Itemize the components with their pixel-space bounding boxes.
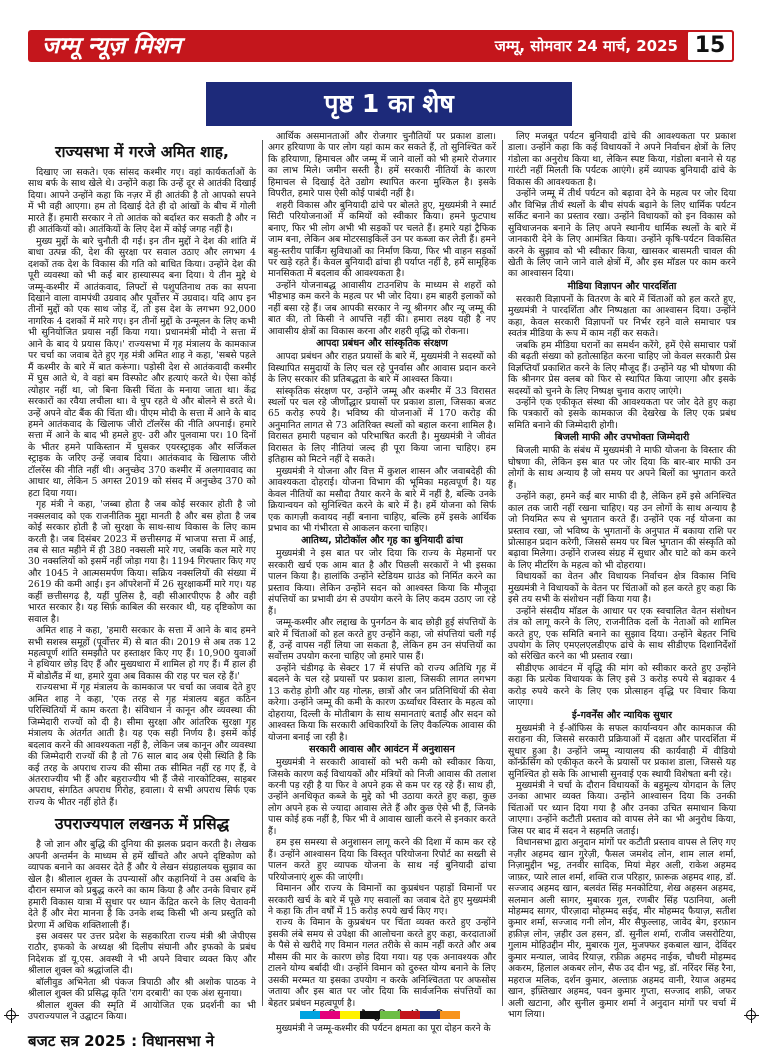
paragraph: उन्होंने चंडीगढ़ के सेक्टर 17 में संपत्ति को राज्य अतिथि गृह में बदलने के चल रहे प्रयासों पर प्रकाश डाला, जिसकी लागत लगभग 13 करोड़ होगी और यह गोल्फ़, छात्रों और जन प्रतिनिधियों की सेवा करेगा। उन्होंने जम्मू की कमी के कारण ऊर्ध्वाधर विस्तार के महत्व को दोहराया, दिल्ली के मोतीबाग के साथ समानताएं बताईं और सदन को आश्वस्त किया कि सरकारी अधिकारियों के लिए वैकल्पिक आवास की योजना बनाई जा रही है।	[268, 662, 496, 743]
paragraph: मुख्यमंत्री ने सरकारी आवासों को भरी कमी को स्वीकार किया, जिसके कारण कई विधायकों और मंत्रियों को निजी आवास की तलाश करनी पड़ रही है या फिर वे अपने हक से कम पर रह रहे हैं। साथ ही, उन्होंने अनधिकृत कब्जे के मुद्दे को भी उठाया करते हुए कहा, कुछ लोग अपने हक से ज्यादा आवास लेते हैं और कुछ ऐसे भी हैं, जिनके पास कोई हक नहीं है, फिर भी वे आवास खाली करने से इनकार करते हैं।	[268, 757, 496, 837]
color-swatch	[420, 1011, 440, 1019]
page-number: 15	[686, 30, 734, 62]
color-swatch	[400, 1011, 420, 1019]
paragraph: उन्होंने कहा, हमने कई बार माफी दी है, लेकिन हमें इसे अनिश्चित काल तक जारी नहीं रखना चाहिए। यह उन लोगों के साथ अन्याय है जो नियमित रूप से भुगतान करते हैं। उन्होंने एक नई योजना का प्रस्ताव रखा, जो भविष्य के भुगतानों के अनुपात में बकाया राशि पर प्रोत्साहन प्रदान करेगी, जिससे समय पर बिल भुगतान की संस्कृति को बढ़ावा मिलेगा। उन्होंने राजस्व संग्रह में सुधार और घाटे को कम करने के लिए मीटरिंग के महत्व को भी दोहराया।	[508, 491, 736, 571]
paragraph: राज्यसभा में गृह मंत्रालय के कामकाज पर चर्चा का जवाब देते हुए अमित शाह ने कहा, 'एक तरह से गृह मंत्रालय बहुत कठिन परिस्थितियों में काम करता है। संविधान ने कानून और व्यवस्था की जिम्मेदारी राज्यों को दी है। सीमा सुरक्षा और आंतरिक सुरक्षा गृह मंत्रालय के अंतर्गत आती है। यह एक सही निर्णय है। इसमें कोई बदलाव करने की आवश्यकता नहीं है, लेकिन जब कानून और व्यवस्था की जिम्मेदारी राज्यों की है तो 76 साल बाद अब ऐसी स्थिति है कि कई तरह के अपराध राज्य की सीमा तक सीमित नहीं रह गए हैं, वे अंतरराज्यीय भी हैं और बहुराज्यीय भी हैं जैसे नारकोटिक्स, साइबर अपराध, संगठित अपराध गिरोह, हवाला। ये सभी अपराध सिर्फ एक राज्य के भीतर नहीं होते हैं।	[28, 682, 256, 808]
dateline: जम्मू, सोमवार 24 मार्च, 2025	[494, 37, 678, 55]
paragraph: विमानन और राज्य के विमानों का कुप्रबंधन पहाड़ों विमानों पर सरकारी खर्च के बारे में पूछे गए सवालों का जवाब देते हुए मुख्यमंत्री ने कहा कि तीन वर्षों में 15 करोड़ रुपये खर्च किए गए।	[268, 883, 496, 917]
paragraph: लिए मजबूत पर्यटन बुनियादी ढांचे की आवश्यकता पर प्रकाश डाला। उन्होंने कहा कि कई विधायकों ने अपने निर्वाचन क्षेत्रों के लिए गंडोला का अनुरोध किया था, लेकिन स्पष्ट किया, गंडोला बनाने से यह गारंटी नहीं मिलती कि पर्यटक आएंगे। हमें व्यापक बुनियादी ढांचे के विकास की आवश्यकता है।	[508, 131, 736, 188]
color-swatch	[360, 1011, 380, 1019]
story-body-1	[28, 167, 256, 808]
paragraph: शहरी विकास और बुनियादी ढांचे पर बोलते हुए, मुख्यमंत्री ने स्मार्ट सिटी परियोजनाओं में कमियों को स्वीकार किया। हमने फुटपाथ बनाए, फिर भी लोग अभी भी सड़कों पर चलते हैं। हमारे यहां ट्रैफिक जाम बना, लेकिन अब मोटरसाइकिलें उन पर कब्जा कर लेती हैं। हमने बहु-स्तरीय पार्किंग सुविधाओं का निर्माण किया, फिर भी वाहन सड़कों पर खड़े रहते हैं। केवल बुनियादी ढांचा ही पर्याप्त नहीं है, हमें सामूहिक मानसिकता में बदलाव की आवश्यकता है।	[268, 199, 496, 280]
printer-marks	[0, 1008, 762, 1024]
paragraph: मुख्यमंत्री ने योजना और वित्त में कुशल शासन और जवाबदेही की आवश्यकता दोहराई। योजना विभाग की भूमिका महत्वपूर्ण है। यह केवल नीतियों का मसौदा तैयार करने के बारे में नहीं है, बल्कि उनके क्रियान्वयन को सुनिश्चित करने के बारे में है। हमें योजना को सिर्फ एक कागज़ी कवायद नहीं बनाना चाहिए, बल्कि हमें इसके आर्थिक प्रभाव का भी गंभीरता से आकलन करना चाहिए।	[268, 465, 496, 534]
color-swatch	[300, 1011, 320, 1019]
paragraph: जबकि हम मीडिया घरानों का समर्थन करेंगे, हमें ऐसे समाचार पत्रों की बढ़ती संख्या को हतोत्साहित करना चाहिए जो केवल सरकारी प्रेस विज्ञप्तियाँ प्रकाशित करने के लिए मौजूद हैं। उन्होंने यह भी घोषणा की कि श्रीनगर प्रेस क्लब को फिर से स्थापित किया जाएगा और इसके सदस्यों को चुनने के लिए निष्पक्ष चुनाव कराए जाएंगे।	[508, 339, 736, 397]
color-swatch	[440, 1011, 460, 1019]
masthead	[28, 30, 734, 62]
registration-mark-icon	[746, 1010, 756, 1020]
paragraph: उन्होंने संसदीय मॉडल के आधार पर एक स्वचालित वेतन संशोधन तंत्र को लागू करने के लिए, राजनीतिक दलों के नेताओं को शामिल करते हुए, एक समिति बनाने का सुझाव दिया। उन्होंने बेहतर निधि उपयोग के लिए एमएलएलडीएफ ढांचे के साथ सीडीएफ दिशानिर्देशों को संरेखित करने का भी प्रस्ताव रखा।	[508, 605, 736, 663]
registration-mark-icon	[6, 1010, 16, 1020]
section-banner	[206, 82, 572, 126]
paragraph: सरकारी विज्ञापनों के वितरण के बारे में चिंताओं को हल करते हुए, मुख्यमंत्री ने पारदर्शिता और निष्पक्षता का आश्वासन दिया। उन्होंने कहा, केवल सरकारी विज्ञापनों पर निर्भर रहने वाले समाचार पत्र स्वतंत्र मीडिया के रूप में काम नहीं कर सकते।	[508, 293, 736, 340]
paragraph: मुख्य मुद्दों के बारे चुनौती दी गई। इन तीन मुद्दों ने देश की शांति में बाधा उत्पन्न की, देश की सुरक्षा पर सवाल उठाए और लगभग 4 दशकों तक देश के विकास की गति को बाधित किया। उन्होंने देश की पूरी व्यवस्था को भी कई बार हास्यास्पद बना दिया। ये तीन मुद्दे थे जम्मू-कश्मीर में आतंकवाद, लिफ्टों से पशुपतिनाथ तक का सपना दिखाने वाला वामपंथी उग्रवाद और पूर्वोत्तर में उग्रवाद। यदि आप इन तीनों मुद्दों को एक साथ जोड़ दें, तो इस देश के लगभग 92,000 नागरिक 4 दशकों में मारे गए। इन तीनों मुद्दों के उन्मूलन के लिए कभी भी सुनियोजित प्रयास नहीं किया गया। प्रधानमंत्री मोदी ने सत्ता में आने के बाद ये प्रयास किए।' राज्यसभा में गृह मंत्रालय के कामकाज पर चर्चा का जवाब देते हुए गृह मंत्री अमित शाह ने कहा, 'सबसे पहले मैं कश्मीर के बारे में बात करूंगा। पड़ोसी देश से आतंकवादी कश्मीर में घुस आते थे, वे वहां बम विस्फोट और हत्याएं करते थे। ऐसा कोई त्योहार नहीं था, जो बिना किसी चिंता के मनाया जाता था। केंद्र सरकारों का रवैया लचीला था। वे चुप रहते थे और बोलने से डरते थे। उन्हें अपने वोट बैंक की चिंता थी। पीएम मोदी के सत्ता में आने के बाद हमने आतंकवाद के खिलाफ जीरो टॉलरेंस की नीति अपनाई। हमारे सत्ता में आने के बाद भी हमले हुए- उरी और पुलवामा पर। 10 दिनों के भीतर हमने पाकिस्तान में घुसकर एयरस्ट्राइक और सर्जिकल स्ट्राइक के जरिए उन्हें जवाब दिया। आतंकवाद के खिलाफ जीरो टॉलरेंस की नीति नहीं थी। अनुच्छेद 370 कश्मीर में अलगाववाद का आधार था, लेकिन 5 अगस्त 2019 को संसद में अनुच्छेद 370 को हटा दिया गया।	[28, 235, 256, 499]
column-1	[28, 140, 256, 1050]
paragraph: श्रीलाल शुक्ल की स्मृति में आयोजित एक प्रदर्शनी का भी उपराज्यपाल ने उद्घाटन किया।	[28, 999, 256, 1023]
paragraph: अमित शाह ने कहा, 'हमारी सरकार के सत्ता में आने के बाद हमने सभी सशस्त्र समूहों (पूर्वोत्तर में) से बात की। 2019 से अब तक 12 महत्वपूर्ण शांति समझौते पर हस्ताक्षर किए गए हैं। 10,900 युवाओं ने हथियार छोड़ दिए हैं और मुख्यधारा में शामिल हो गए हैं। मैं हाल ही में बोडोलैंड में था, हमारे युवा अब विकास की राह पर चल रहे हैं।'	[28, 625, 256, 682]
subheading: बिजली माफी और उपभोक्ता जिम्मेदारी	[554, 432, 690, 444]
paragraph: मुख्यमंत्री ने जम्मू-कश्मीर की पर्यटन क्षमता का पूरा दोहन करने के	[276, 1023, 491, 1035]
paper-name: जम्मू न्यूज़ मिशन	[42, 33, 182, 59]
paragraph: हम इस समस्या से अनुशासन लागू करने की दिशा में काम कर रहे हैं। उन्होंने आश्वासन दिया कि विस्तृत परियोजना रिपोर्ट का सख्ती से पालन करते हुए व्यापक योजना के साथ नई बुनियादी ढांचा परियोजनाएं शुरू की जाएंगी।	[268, 837, 496, 883]
headline-amit-shah: राज्यसभा में गरजे अमित शाह,	[55, 143, 229, 161]
column-divider	[262, 140, 263, 1006]
paragraph: सीडीएफ आवंटन में वृद्धि की मांग को स्वीकार करते हुए उन्होंने कहा कि प्रत्येक विधायक के लिए इसे 3 करोड़ रुपये से बढ़ाकर 4 करोड़ रुपये करने के लिए एक प्रोत्साहन वृद्धि पर विचार किया जाएगा।	[508, 662, 736, 709]
paragraph: बिजली माफी के संबंध में मुख्यमंत्री ने माफी योजना के विस्तार की घोषणा की, लेकिन इस बात पर जोर दिया कि बार-बार माफी उन लोगों के साथ अन्याय है जो समय पर अपने बिलों का भुगतान करते हैं।	[508, 445, 736, 491]
subheading: मीडिया विज्ञापन और पारदर्शिता	[567, 280, 677, 292]
paragraph: राज्य के विमान के कुप्रबंधन पर चिंता व्यक्त करते हुए उन्होंने इसकी लंबे समय से उपेक्षा की आलोचना करते हुए कहा, करदाताओं के पैसे से खरीदे गए विमान गलत तरीके से काम नहीं करते और अब मौसम की मार के कारण छोड़ दिया गया। यह एक अनावश्यक और टालने योग्य बर्बादी थी। उन्होंने विमान को दुरुस्त योग्य बनाने के लिए उसकी मरम्मत या इसका उपयोग न करके अनिश्चितता पर अफसोस जताया और इस बात पर जोर दिया कि सार्वजनिक संपत्तियों का बेहतर प्रबंधन महत्वपूर्ण है।	[268, 917, 496, 1009]
subheading: ई-गवर्नेंस और न्यायिक सुधार	[571, 709, 673, 721]
subheading: सरकारी आवास और आवंटन में अनुशासन	[309, 744, 455, 756]
headline-lucknow: उपराज्यपाल लखनऊ में प्रसिद्ध	[55, 815, 229, 834]
paragraph: आपदा प्रबंधन और राहत प्रयासों के बारे में, मुख्यमंत्री ने सदस्यों को विस्थापित समुदायों के लिए चल रहे पुनर्वास और आवास प्रदान करने के लिए सरकार की प्रतिबद्धता के बारे में आश्वस्त किया।	[268, 351, 496, 386]
story-body-2	[28, 839, 256, 1022]
section-title: पृष्ठ 1 का शेष	[324, 89, 454, 118]
paragraph: उन्होंने जम्मू में तीर्थ पर्यटन को बढ़ावा देने के महत्व पर जोर दिया और विभिन्न तीर्थ स्थलों के बीच संपर्क बढ़ाने के लिए धार्मिक पर्यटन सर्किट बनाने का प्रस्ताव रखा। उन्होंने विधायकों को इन विकास को सुविधाजनक बनाने के लिए अपने स्थानीय धार्मिक स्थलों के बारे में जानकारी देने के लिए आमंत्रित किया। उन्होंने कृषि-पर्यटन विकसित करने के सुझाव को भी स्वीकार किया, खासकर बासमती चावल की खेती के लिए जाने जाने वाले क्षेत्रों में, और इस मॉडल पर काम करने का आश्वासन दिया।	[508, 188, 736, 280]
color-calibration-strip	[300, 1011, 460, 1019]
column-2	[268, 131, 496, 1035]
paragraph: जम्मू-कश्मीर और लद्दाख के पुनर्गठन के बाद छोड़ी हुई संपत्तियों के बारे में चिंताओं को हल करते हुए उन्होंने कहा, जो संपत्तियां चली गई हैं, उन्हें वापस नहीं लिया जा सकता है, लेकिन हम उन संपत्तियों का सर्वोत्तम उपयोग करना चाहिए जो हमारे पास हैं।	[268, 617, 496, 663]
paragraph: गृह मंत्री ने कहा, 'जब्बा होता है जब कोई सरकार होती है जो नक्सलवाद को एक राजनीतिक मुद्दा मानती है और बस होता है जब कोई सरकार होती है जो सुरक्षा के साथ-साथ विकास के लिए काम करती है। जब दिसंबर 2023 में छत्तीसगढ़ में भाजपा सत्ता में आई, तब से सात महीने में ही 380 नक्सली मारे गए, जबकि कल मारे गए 30 नक्सलियों को इसमें नहीं जोड़ा गया है। 1194 गिरफ्तार किए गए और 1045 ने आत्मसमर्पण किया। सक्रिय नक्सलियों की संख्या में 2619 की कमी आई। इन ऑपरेशनों में 26 सुरक्षाकर्मी मारे गए। यह कहीं छत्तीसगढ़ है, यहीं पुलिस है, वही सीआरपीएफ है और वही भारत सरकार है। यह सिर्फ़ काबिल की सरकार थी, यह दृष्टिकोण का सवाल है।	[28, 499, 256, 625]
subheading: आपदा प्रबंधन और सांस्कृतिक संरक्षण	[316, 338, 448, 350]
paragraph: दिखाए जा सकते। एक सांसद कश्मीर गए। वहां कार्यकर्ताओं के साथ बर्फ के साथ खेले थे। उन्होंने कहा कि उन्हें दूर से आतंकी दिखाई दिया। आपने उन्होंने कहा कि नज़र में ही आतंकी है तो आपको सपने में भी वही आएगा। हम तो दिखाई देते ही दो आंखों के बीच में गोली मारते हैं। हमारी सरकार ने तो आतंक को बर्दाश्त कर सकती है और न ही आतंकियों को। आतंकियों के लिए देश में कोई जगह नहीं है।	[28, 167, 256, 236]
paragraph: विधायकों का वेतन और विधायक निर्वाचन क्षेत्र विकास निधि मुख्यमंत्री ने विधायकों के वेतन पर चिंताओं को हल करते हुए कहा कि इसे तय सभी के संशोधन नहीं किया गया है।	[508, 571, 736, 606]
paragraph: आर्थिक असमानताओं और रोजगार चुनौतियों पर प्रकाश डाला। अगर हरियाणा के पार लोग यहां काम कर सकते हैं, तो सुनिश्चित करें कि हरियाणा, हिमाचल और जम्मू में जाने वालों को भी हमारे रोजगार का लाभ मिले। जमीन सस्ती है। हमें सरकारी नीतियों के कारण हिमाचल से दिखाई देते उद्योग स्थापित करना मुश्किल है। इसके विपरीत, हमारे पास ऐसी कोई पाबंदी नहीं है।	[268, 131, 496, 200]
color-swatch	[380, 1011, 400, 1019]
paragraph: इस अवसर पर उत्तर प्रदेश के सहकारिता राज्य मंत्री श्री जेपीएस राठौर, इफको के अध्यक्ष श्री दिलीप संघानी और इफको के प्रबंध निदेशक डॉ यू.एस. अवस्थी ने भी अपने विचार व्यक्त किए और श्रीलाल शुक्ल को श्रद्धांजलि दी।	[28, 931, 256, 977]
column-3	[508, 131, 736, 1021]
color-swatch	[340, 1011, 360, 1019]
paragraph: बॉलीवुड अभिनेता श्री पंकज त्रिपाठी और श्री अशोक पाठक ने श्रीलाल शुक्ल की प्रसिद्ध कृति 'राग दरबारी' का एक अंश सुनाया।	[28, 976, 256, 1000]
paragraph: उन्होंने योजनाबद्ध आवासीय टाउनशिप के माध्यम से शहरों को भीड़भाड़ कम करने के महत्व पर भी जोर दिया। हम बाहरी इलाकों को नहीं बसा रहे हैं। जब आपकी सरकार ने न्यू श्रीनगर और न्यू जम्मू की बात की, तो किसी ने आपत्ति नहीं की। हमारा लक्ष्य यही है नए आवासीय क्षेत्रों का विकास करना और शहरी वृद्धि को रोकना।	[268, 279, 496, 337]
headline-budget-session: बजट सत्र 2025 : विधानसभा ने	[28, 1031, 215, 1050]
paragraph: है जो ज्ञान और बुद्धि की दुनिया की झलक प्रदान करती है। लेखक अपनी अन्तर्मन के माध्यम से हमें खींचते और अपने दृष्टिकोण को व्यापक बनाने का अवसर देते हैं और ये लेखन संग्रहालयक सुझाव का खेल है। श्रीलाल शुक्ल के उपन्यासों और कहानियों ने उस अबधि के दौरान समाज को प्रबुद्ध करने का काम किया है और उनके विचार हमें हमारी विकास यात्रा में सुधार पर ध्यान केंद्रित करने के लिए चेतावनी देते हैं और मेरा मानना है कि उनके शब्द किसी भी अन्य प्रस्तुति को प्रेरणा में अधिक शक्तिशाली हैं।	[28, 839, 256, 931]
color-swatch	[320, 1011, 340, 1019]
paragraph: मुख्यमंत्री ने इस बात पर जोर दिया कि राज्य के मेहमानों पर सरकारी खर्च एक आम बात है और पिछली सरकारों ने भी इसका पालन किया है। हालांकि उन्होंने स्टेडियम ग्राउंड को निर्मित करने का प्रस्ताव किया। लेकिन उन्होंने सदन को आश्वस्त किया कि मौजूदा संपत्तियों का प्रभावी ढंग से उपयोग करने के लिए कदम उठाए जा रहे हैं।	[268, 548, 496, 617]
subheading: आतिथ्य, प्रोटोकॉल और गृह का बुनियादी ढांचा	[301, 535, 463, 547]
paragraph: मुख्यमंत्री ने ई-ऑफिस के सफल कार्यान्वयन और कामकाज की सराहना की, जिससे सरकारी प्रक्रियाओं में दक्षता और पारदर्शिता में सुधार हुआ है। उन्होंने जम्मू न्यायालय की कार्यवाही में वीडियो कॉन्फ्रेंसिंग को एकीकृत करने के प्रयासों पर प्रकाश डाला, जिससे यह सुनिश्चित हो सके कि आभासी सुनवाई एक स्थायी विशेषता बनी रहे।	[508, 722, 736, 780]
paragraph: उन्होंने एक एकीकृत संस्था की आवश्यकता पर जोर देते हुए कहा कि पत्रकारों को इसके कामकाज की देखरेख के लिए एक प्रबंध समिति बनाने की जिम्मेदारी होगी।	[508, 396, 736, 431]
column-divider	[502, 140, 503, 1006]
paragraph: मुख्यमंत्री ने चर्चा के दौरान विधायकों के बहुमूल्य योगदान के लिए उनका आभार व्यक्त किया। उन्होंने आश्वासन दिया कि उनकी चिंताओं पर ध्यान दिया गया है और उनका उचित समाधान किया जाएगा। उन्होंने कटौती प्रस्ताव को वापस लेने का भी अनुरोध किया, जिस पर बाद में सदन ने सहमति जताई।	[508, 780, 736, 837]
paragraph: विधानसभा द्वारा अनुदान मांगों पर कटौती प्रस्ताव वापस ले लिए गए नज़ीर अहमद खान गुरेज़ी, फैसल जमशेद लोन, शाम लाल शर्मा, निज़ामुद्दीन भट्ट, तनवीर सादिक, मियां मेहर अली, राकेश अहमद जाफ़र, प्यारे लाल शर्मा, शक्ति राज परिहार, फ़ारूक़ अहमद शाह, डॉ. सज्जाद अहमद खान, बलवंत सिंह मनकोटिया, शेख अहसन अहमद, सलमान अली सागर, मुबारक गुल, रणबीर सिंह पठानिया, अली मोहम्मद सागर, पीरज़ादा मोहम्मद सईद, मीर मोहम्मद फैयाज़, सतीश कुमार शर्मा, सज्जाद गनी लोन, मीर सैफुल्लाह, जावेद बेग, इरफ़ान हफ़ीज़ लोन, ज़हीर उल हसन, डॉ. सुनील शर्मा, राजीव जसरोटिया, गुलाम मोहिउद्दीन मीर, मुबारक गुल, मुजफ्फर इकबाल खान, देविंदर कुमार मन्याल, जावेद रियाज़, रफ़ीक़ अहमद नाईक, चौधरी मोहम्मद अकरम, हिलाल अकबर लोन, सैफ उद दीन भट्ट, डॉ. नरिंदर सिंह रैना, महराज मलिक, दर्शन कुमार, अल्ताफ़ अहमद वानी, रेयाज अहमद खान, इफ़्तिखार अहमद, पवन कुमार गुप्ता, सज्जाद शफ़ी, जफर अली खटाना, और सुनील कुमार शर्मा ने अनुदान मांगों पर चर्चा में भाग लिया।	[508, 837, 736, 1021]
paragraph: सांस्कृतिक संरक्षण पर, उन्होंने जम्मू और कश्मीर में 33 विरासत स्थलों पर चल रहे जीर्णोद्धार प्रयासों पर प्रकाश डाला, जिसका बजट 65 करोड़ रुपये है। भविष्य की योजनाओं में 170 करोड़ की अनुमानित लागत से 73 अतिरिक्त स्थलों को बहाल करना शामिल है। विरासत हमारी पहचान को परिभाषित करती है। मुख्यमंत्री ने जीवंत विरासत के लिए नीतियां जल्द ही पूरा किया जाना चाहिए। हम इतिहास को मिटने नहीं दे सकते।	[268, 385, 496, 466]
